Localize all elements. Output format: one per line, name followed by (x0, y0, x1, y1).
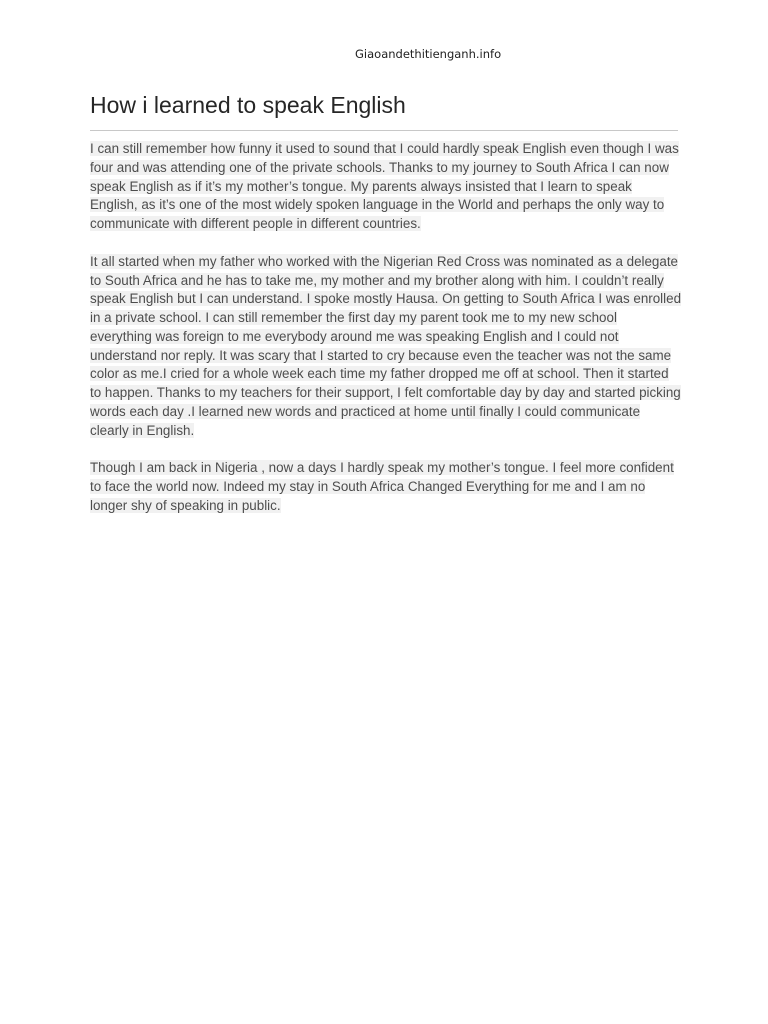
site-name: Giaoandethitienganh.info (355, 47, 502, 61)
site-header (0, 47, 768, 65)
title-divider (90, 130, 678, 131)
document-body (90, 140, 682, 535)
paragraph-3 (90, 459, 682, 515)
paragraph-2-text: It all started when my father who worked with the Nigerian Red Cross was nominated as a delegate to South Africa and he has to take me, my mother and my brother along with him. I couldn’t really speak English but I can understand. I spoke mostly Hausa. On getting to South Africa I was enrolled in a private school. I can still remember the first day my parent took me to my new school everything was foreign to me everybody around me was speaking English and I could not understand nor reply. It was scary that I started to cry because even the teacher was not the same color as me.I cried for a whole week each time my father dropped me off at school. Then it started to happen. Thanks to my teachers for their support, I felt comfortable day by day and started picking words each day .I learned new words and practiced at home until finally I could communicate clearly in English. (90, 253, 682, 438)
document-title: How i learned to speak English (90, 92, 406, 118)
paragraph-3-text: Though I am back in Nigeria , now a days I hardly speak my mother’s tongue. I feel more confident to face the world now. Indeed my stay in South Africa Changed Everything for me and I am no longer shy of speaking in public. (90, 460, 674, 513)
paragraph-2 (90, 253, 682, 441)
paragraph-1 (90, 140, 682, 234)
paragraph-1-text: I can still remember how funny it used to sound that I could hardly speak English even though I was four and was attending one of the private schools. Thanks to my journey to South Africa I can now speak English as if it’s my mother’s tongue. My parents always insisted that I learn to speak English, as it’s one of the most widely spoken language in the World and perhaps the only way to communicate with different people in different countries. (90, 141, 679, 231)
